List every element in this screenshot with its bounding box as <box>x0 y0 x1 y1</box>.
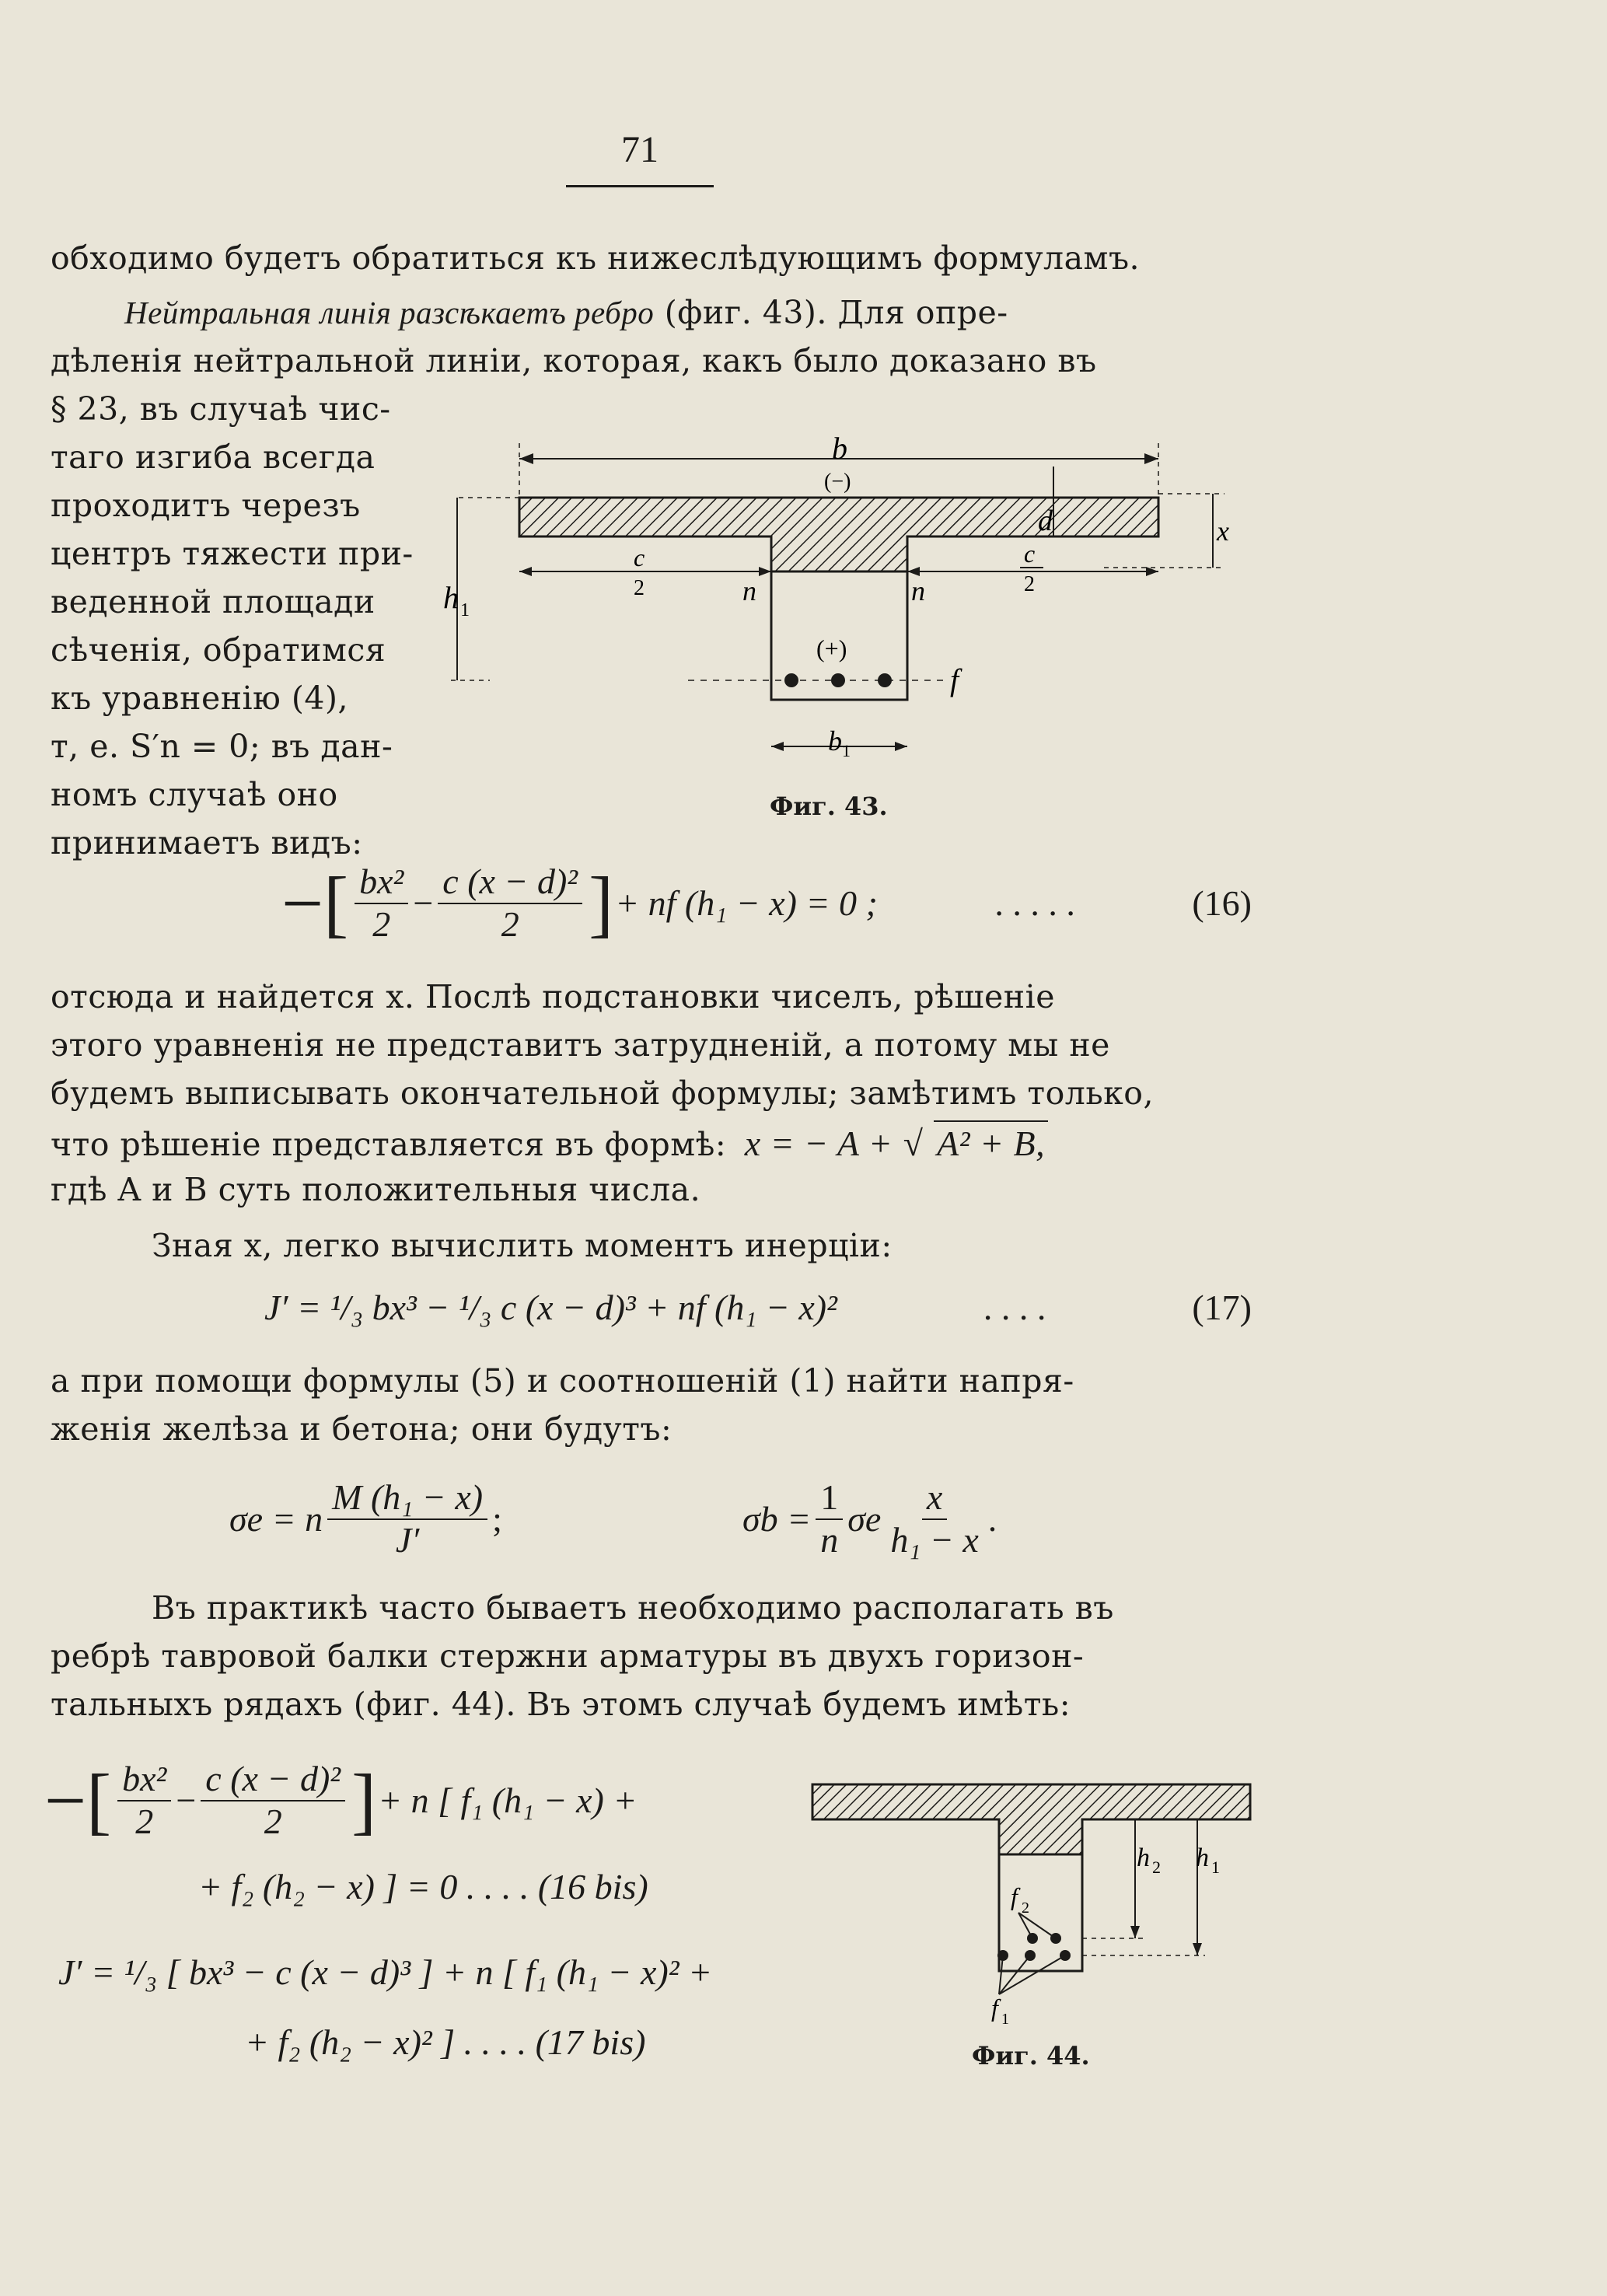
label-f1-sub: 1 <box>1001 2011 1009 2028</box>
eq16-num-cxd2: c (x − d)² <box>438 861 582 904</box>
eq16bis-den: 2 <box>135 1801 154 1841</box>
sqrt-formula-lhs: x = − A + <box>744 1124 893 1163</box>
label-plus: (+) <box>816 634 847 662</box>
intro-line: обходимо будетъ обратиться къ нижеслѣдующимъ формуламъ. <box>51 239 1141 277</box>
label-n-right: n <box>911 575 925 606</box>
eq16-num-bx2: bx² <box>355 861 408 904</box>
eq16-den: 2 <box>372 903 391 944</box>
para1-narrow-line: таго изгиба всегда <box>51 439 376 476</box>
para5-line: тальныхъ рядахъ (фиг. 44). Въ этомъ случаѣ будемъ имѣть: <box>51 1686 1071 1723</box>
para1-narrow-line: номъ случаѣ оно <box>51 776 338 813</box>
label-h2-sub: 2 <box>1152 1857 1161 1877</box>
para1-line1-rest: (фиг. 43). Для опре- <box>664 294 1008 331</box>
equation-16bis-line1: −[ $\frac{\text{bx²}}{2}$ − $\frac{\text{c (x − d)²}}{2}$ ] + n [ f₁ (h₁ − x) + <box>44 1758 638 1842</box>
eq16bis-den: 2 <box>264 1801 282 1841</box>
equation-16: −[ $\frac{\text{bx²}}{2}$ − $\frac{\text{c (x − d)²}}{2}$ ] + nf (h₁ − x) = 0 ; . . . . . (16) <box>281 861 1252 945</box>
label-h2: h <box>1137 1843 1150 1872</box>
equation-16bis-line2: + f₂ (h₂ − x) ] = 0 . . . . (16 bis) <box>198 1867 648 1906</box>
sigma-b-num2: x <box>922 1477 947 1520</box>
sigma-e-end: ; <box>492 1499 502 1539</box>
eq16bis-num2: c (x − d)² <box>201 1759 345 1802</box>
t-beam-flange-hatch <box>812 1784 1250 1854</box>
sqrt-radicand: A² + B, <box>934 1120 1048 1163</box>
para5-line: Въ практикѣ часто бываетъ необходимо располагать въ <box>152 1589 1114 1627</box>
page-number: 71 <box>621 129 659 170</box>
para2-line-text: что рѣшеніе представляется въ формѣ: <box>51 1126 727 1163</box>
t-beam-flange-hatch <box>519 498 1158 571</box>
sigma-e-den: J′ <box>395 1519 420 1560</box>
equation-17bis-line1: J′ = ¹/₃ [ bx³ − c (x − d)³ ] + n [ f₁ (h₁ − x)² + <box>58 1952 713 1992</box>
label-b: b <box>832 435 847 466</box>
sigma-e-lhs: σe = n <box>229 1499 323 1539</box>
para1-narrow-line: принимаетъ видъ: <box>51 824 363 861</box>
label-d: d <box>1038 505 1053 537</box>
para2-line: гдѣ A и B суть положительныя числа. <box>51 1171 701 1208</box>
para1-narrow-line: § 23, въ случаѣ чис- <box>51 390 391 428</box>
rebar <box>784 673 798 687</box>
para1-narrow-line: центръ тяжести при- <box>51 535 414 572</box>
eq16-rest: + nf (h₁ − x) = 0 ; <box>615 883 878 924</box>
equation-17 <box>264 1287 1252 1328</box>
label-minus: (−) <box>824 470 851 494</box>
sigma-b-den1: n <box>820 1519 839 1560</box>
sigma-b-num1: 1 <box>816 1477 843 1520</box>
figure-44 <box>801 1769 1267 2033</box>
sigma-b-lhs: σb = <box>742 1499 812 1539</box>
label-h1-sub: 1 <box>460 600 470 620</box>
eq16-den: 2 <box>501 903 519 944</box>
page-number-rule <box>566 185 714 187</box>
eq16bis-num1: bx² <box>117 1759 171 1802</box>
label-c-right-den: 2 <box>1024 572 1035 596</box>
eq17-body: J′ = ¹/₃ bx³ − ¹/₃ c (x − d)³ + nf (h₁ − x)² <box>264 1288 837 1327</box>
eq17-dots: . . . . <box>983 1288 1046 1327</box>
label-h1: h <box>443 580 459 615</box>
eq16-dots: . . . . . <box>994 883 1075 924</box>
sigma-b-end: . <box>987 1499 997 1539</box>
sigma-b-den2: h₁ − x <box>890 1519 979 1560</box>
para2-line: этого уравненія не представитъ затрудненій, а потому мы не <box>51 1026 1110 1064</box>
para1-narrow-line: сѣченія, обратимся <box>51 631 386 669</box>
sigma-e-num: M (h₁ − x) <box>327 1477 487 1520</box>
eq17-number: (17) <box>1192 1288 1252 1327</box>
label-c-right: c <box>1024 540 1036 568</box>
label-b1: b <box>828 725 842 757</box>
fig44-caption: Фиг. 44. <box>972 2041 1090 2071</box>
label-x: x <box>1217 515 1229 547</box>
label-f1: f <box>991 1994 998 2022</box>
rebar <box>878 673 892 687</box>
para1-narrow-line: веденной площади <box>51 583 376 620</box>
rebar <box>831 673 845 687</box>
para1-heading: Нейтральная линія разсѣкаетъ ребро <box>124 295 655 330</box>
para4-line: женія желѣза и бетона; они будутъ: <box>51 1410 672 1448</box>
equation-17bis-line2: + f₂ (h₂ − x)² ] . . . . (17 bis) <box>245 2022 646 2062</box>
figure-43 <box>435 435 1259 824</box>
label-c-left: c <box>634 543 645 571</box>
para1-line1 <box>124 294 1008 331</box>
para4-line: а при помощи формулы (5) и соотношеній (1) найти напря- <box>51 1362 1074 1400</box>
para2-line-with-formula <box>51 1123 1048 1164</box>
label-h1-sub: 1 <box>1211 1857 1220 1877</box>
para1-narrow-line: т, е. S′n = 0; въ дан- <box>51 728 393 765</box>
para1-narrow-line: проходитъ черезъ <box>51 487 361 524</box>
label-n-left: n <box>742 575 756 606</box>
label-f2: f <box>1011 1882 1018 1910</box>
sqrt-symbol: √ <box>903 1124 924 1163</box>
sigma-b-mid: σe <box>847 1499 882 1539</box>
para1-line2: дѣленія нейтральной линіи, которая, какъ было доказано въ <box>51 342 1097 379</box>
fig43-caption: Фиг. 43. <box>770 792 888 821</box>
eq16-number: (16) <box>1192 883 1252 924</box>
label-h1: h <box>1196 1843 1209 1872</box>
para5-line: ребрѣ тавровой балки стержни арматуры въ двухъ горизон- <box>51 1637 1085 1675</box>
para3: Зная x, легко вычислить моментъ инерціи: <box>152 1227 893 1264</box>
label-c-left-den: 2 <box>634 576 645 600</box>
para2-line: отсюда и найдется x. Послѣ подстановки чиселъ, рѣшеніе <box>51 978 1055 1015</box>
para1-narrow-line: къ уравненію (4), <box>51 680 349 717</box>
eq16bis-line1-rest: + n [ f₁ (h₁ − x) + <box>378 1781 638 1821</box>
sigma-e-formula <box>229 1477 502 1561</box>
label-f2-sub: 2 <box>1022 1899 1029 1917</box>
sigma-b-formula <box>742 1477 997 1561</box>
label-b1-sub: 1 <box>842 741 851 760</box>
para2-line: будемъ выписывать окончательной формулы; замѣтимъ только, <box>51 1075 1154 1112</box>
label-f: f <box>950 662 959 697</box>
